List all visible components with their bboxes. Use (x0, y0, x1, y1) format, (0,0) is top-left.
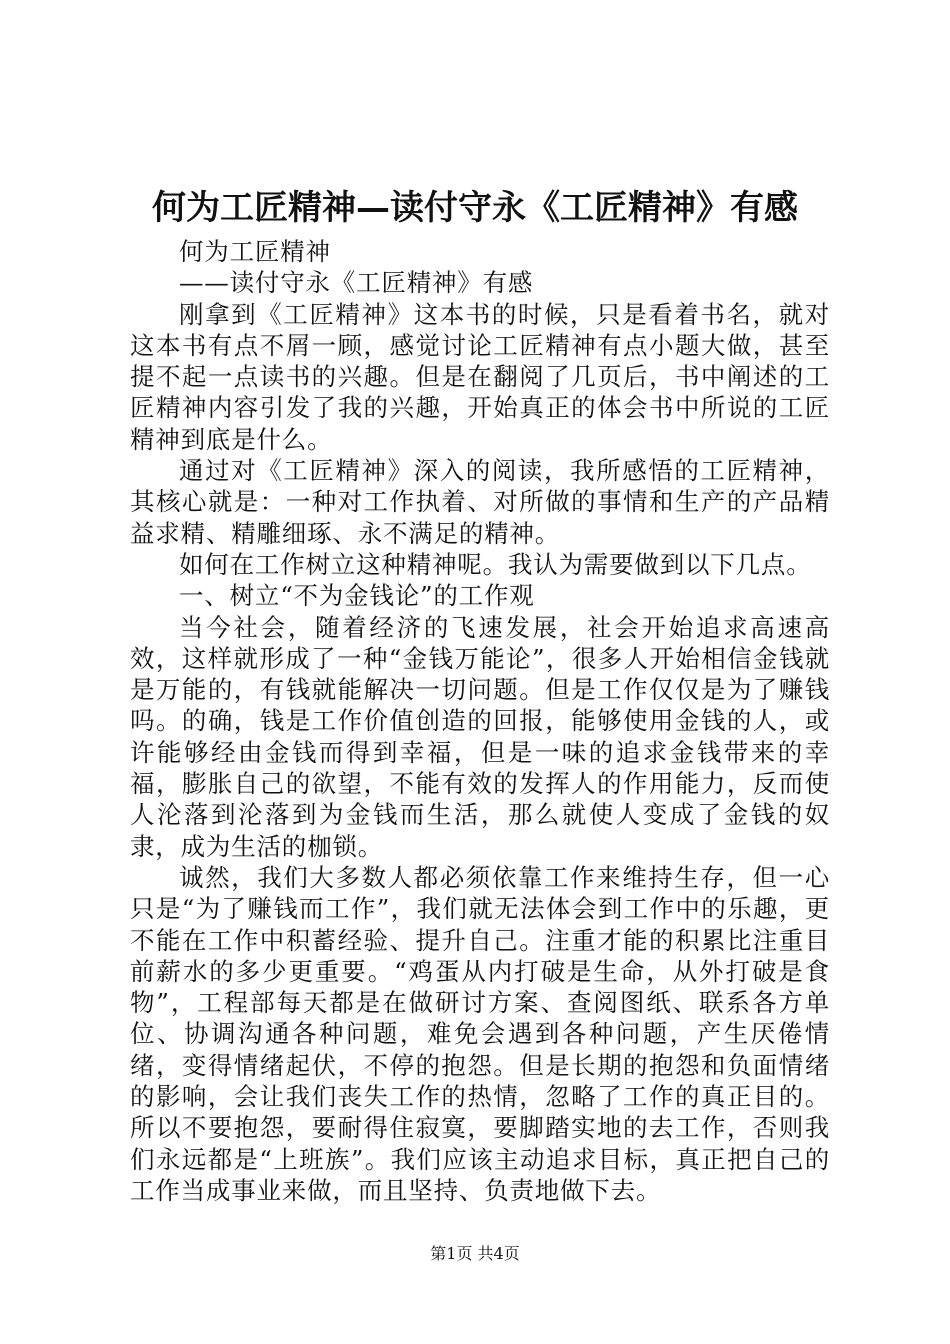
body-paragraph: 如何在工作树立这种精神呢。我认为需要做到以下几点。 (179, 549, 812, 579)
body-paragraph: 诚然，我们大多数人都必须依靠工作来维持生存，但一心只是“为了赚钱而工作”，我们就无法体会到工作中的乐趣，更不能在工作中积蓄经验、提升自己。注重才能的积累比注重目前薪水的多少更重要。“鸡蛋从内打破是生命，从外打破是食物”，工程部每天都是在做研讨方案、查阅图纸、联系各方单位、协调沟通各种问题，难免会遇到各种问题，产生厌倦情绪，变得情绪起伏，不停的抱怨。但是长期的抱怨和负面情绪的影响，会让我们丧失工作的热情，忽略了工作的真正目的。所以不要抱怨，要耐得住寂寞，要脚踏实地的去工作，否则我们永远都是“上班族”。我们应该主动追求目标，真正把自己的工作当成事业来做，而且坚持、负责地做下去。 (130, 862, 830, 1205)
body-paragraph: 当今社会，随着经济的飞速发展，社会开始追求高速高效，这样就形成了一种“金钱万能论”，很多人开始相信金钱就是万能的，有钱就能解决一切问题。但是工作仅仅是为了赚钱吗。的确，钱是工作价值创造的回报，能够使用金钱的人，或许能够经由金钱而得到幸福，但是一味的追求金钱带来的幸福，膨胀自己的欲望，不能有效的发挥人的作用能力，反而使人沦落到沦落到为金钱而生活，那么就使人变成了金钱的奴隶，成为生活的枷锁。 (130, 612, 830, 861)
page-footer: 第1页 共4页 (430, 1244, 520, 1263)
document-title: 何为工匠精神—读付守永《工匠精神》有感 (152, 188, 798, 228)
body-paragraph: 通过对《工匠精神》深入的阅读，我所感悟的工匠精神，其核心就是：一种对工作执着、对所做的事情和生产的产品精益求精、精雕细琢、永不满足的精神。 (130, 456, 830, 548)
section-heading: 一、树立“不为金钱论”的工作观 (179, 581, 535, 611)
subtitle-line: ——读付守永《工匠精神》有感 (179, 268, 534, 298)
body-paragraph: 刚拿到《工匠精神》这本书的时候，只是看着书名，就对这本书有点不屑一顾，感觉讨论工匠精神有点小题大做，甚至提不起一点读书的兴趣。但是在翻阅了几页后，书中阐述的工匠精神内容引发了我的兴趣，开始真正的体会书中所说的工匠精神到底是什么。 (130, 299, 830, 454)
subtitle-line: 何为工匠精神 (179, 237, 331, 266)
document-body (130, 236, 830, 1206)
